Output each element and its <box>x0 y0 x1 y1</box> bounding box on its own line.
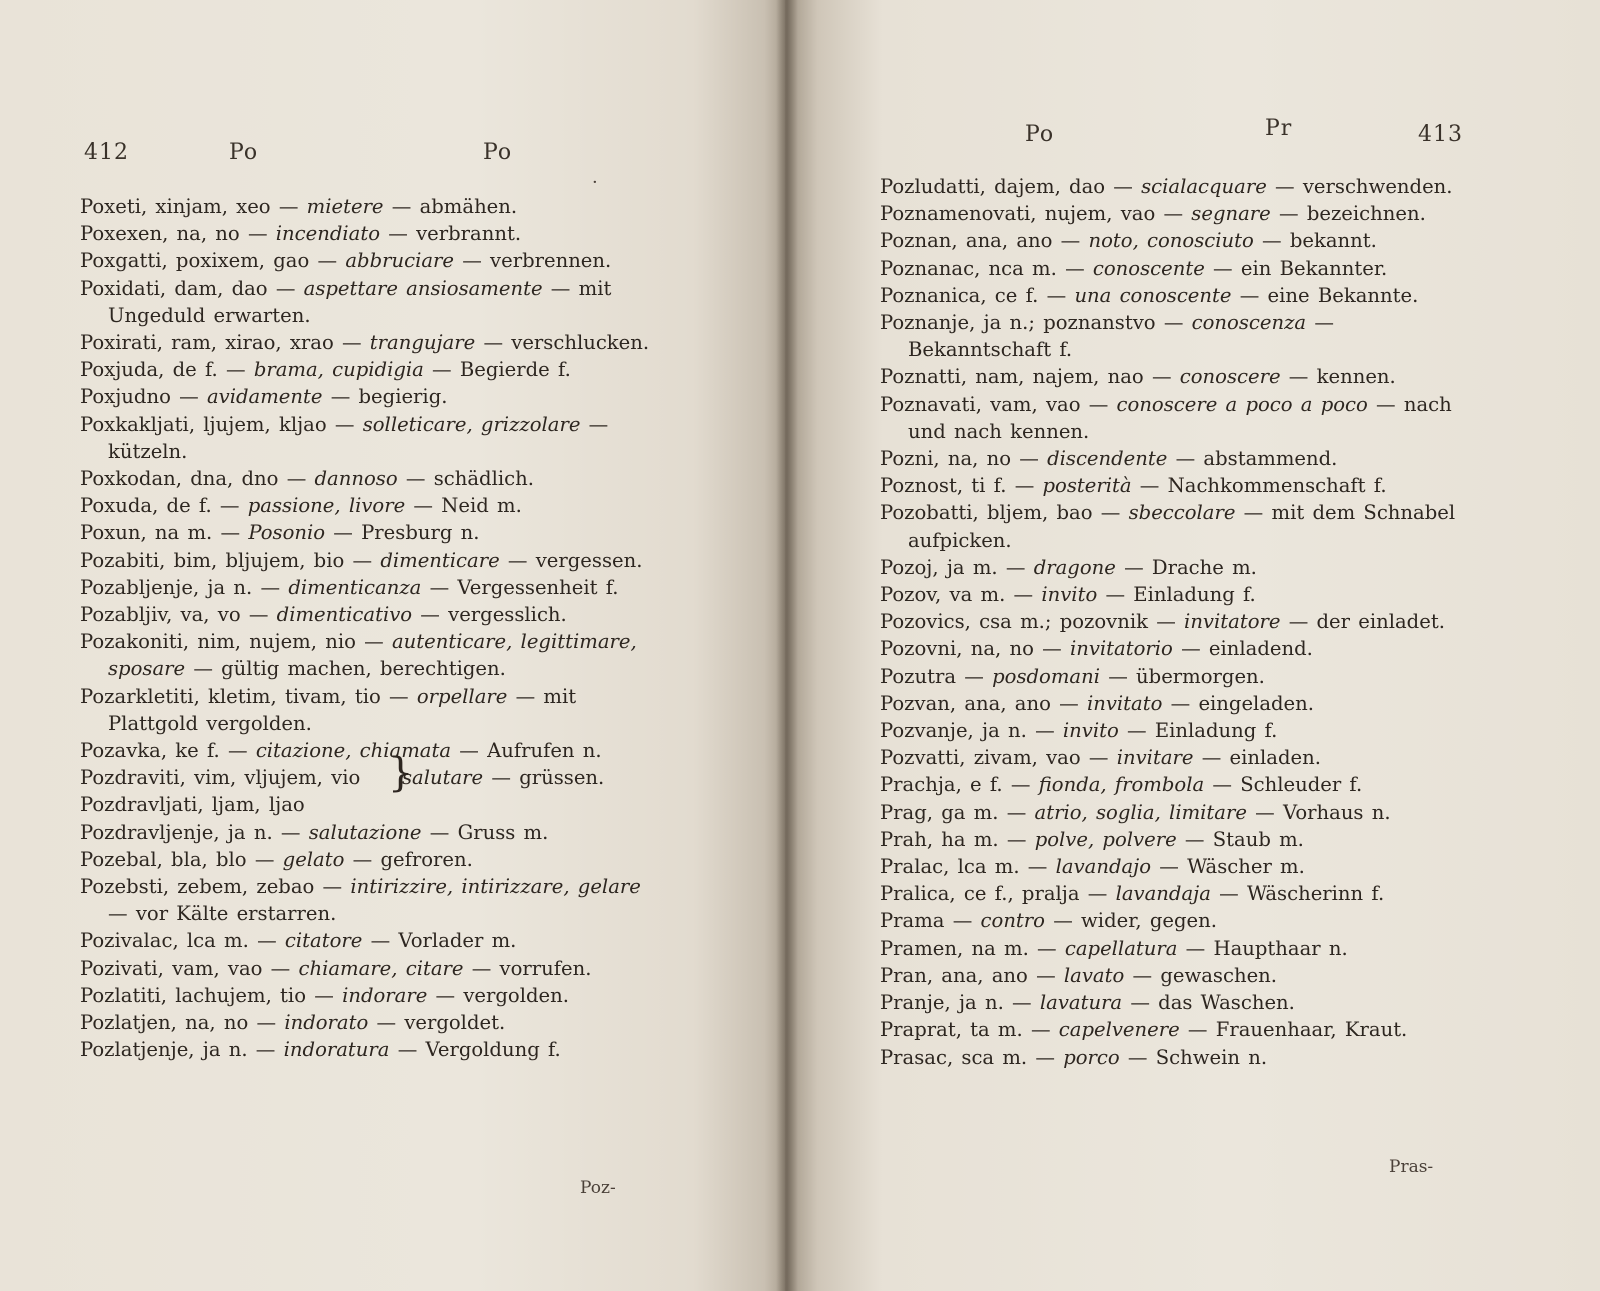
dictionary-entry <box>880 663 1465 690</box>
entry-italian: orpellare <box>416 684 508 708</box>
entry-italian: Posonio <box>248 521 326 545</box>
entry-italian: fionda, frombola <box>1038 773 1205 797</box>
entry-german: — verbrannt. <box>380 222 522 246</box>
entry-italian: sbeccolare <box>1128 501 1236 525</box>
dictionary-entry <box>80 329 660 356</box>
entry-german: — der einladet. <box>1280 610 1445 634</box>
dictionary-entry <box>880 1016 1465 1043</box>
entry-german: — Vergessenheit f. <box>421 575 619 599</box>
dictionary-entry <box>880 635 1465 662</box>
dictionary-entry <box>80 737 660 764</box>
entry-german: — einladend. <box>1172 637 1313 661</box>
right-catchword: Pras- <box>1389 1157 1434 1177</box>
dictionary-entry <box>80 846 660 873</box>
entry-headword: Poxuda, de f. — <box>80 494 248 518</box>
dictionary-entry <box>80 819 660 846</box>
entry-headword: Pozlatjen, na, no — <box>80 1011 285 1035</box>
entry-italian: contro <box>980 909 1045 933</box>
entry-italian: citatore <box>284 929 363 953</box>
left-header-right: Po <box>483 140 513 165</box>
entry-german: — verschlucken. <box>475 331 650 355</box>
entry-italian: invito <box>1062 719 1119 743</box>
entry-headword: Pozlatjenje, ja n. — <box>80 1038 284 1062</box>
entry-german: — bezeichnen. <box>1270 202 1426 226</box>
entry-italian: porco <box>1063 1045 1120 1069</box>
dictionary-entry <box>80 1036 660 1063</box>
dictionary-entry <box>880 282 1465 309</box>
dictionary-entry <box>880 744 1465 771</box>
entry-headword: Pozutra — <box>880 664 993 688</box>
entry-german: — Frauenhaar, Kraut. <box>1179 1018 1408 1042</box>
entry-german: — Presburg n. <box>325 521 480 545</box>
entry-german: — Haupthaar n. <box>1177 936 1348 960</box>
dictionary-entry <box>80 683 660 737</box>
entry-german: — Vorlader m. <box>362 929 517 953</box>
entry-italian: polve, polvere <box>1034 827 1177 851</box>
entry-italian: passione, livore <box>247 494 406 518</box>
entry-italian: mietere <box>306 195 384 218</box>
dictionary-entry <box>80 465 660 492</box>
dictionary-entry <box>80 220 660 247</box>
entry-headword: Poxgatti, poxixem, gao — <box>80 249 346 273</box>
entry-headword: Pozludatti, dajem, dao — <box>880 175 1142 198</box>
entry-german: — kützeln. <box>108 412 609 463</box>
dictionary-entry <box>80 955 660 982</box>
dictionary-entry <box>80 873 660 927</box>
entry-headword: Pozvan, ana, ano — <box>880 691 1087 715</box>
dictionary-entry <box>80 492 660 519</box>
dictionary-entry <box>80 628 660 682</box>
entry-headword: Pozdravljati, ljam, ljao <box>80 793 305 817</box>
entry-headword: Pran, ana, ano — <box>880 963 1064 987</box>
entry-italian: indorare <box>342 983 428 1007</box>
entry-headword: Prachja, e f. — <box>880 773 1039 797</box>
entry-italian: autenticare, legittimare, sposare <box>108 630 637 681</box>
entry-german: — übermorgen. <box>1100 664 1265 688</box>
entry-headword: Pranje, ja n. — <box>880 991 1040 1015</box>
brace-gloss: } salutare — grüssen. <box>388 750 605 797</box>
entry-german: — Schwein n. <box>1119 1045 1268 1069</box>
right-page-number: 413 <box>1418 122 1463 147</box>
entry-italian: segnare <box>1191 202 1271 226</box>
entry-german: — vorrufen. <box>463 956 592 980</box>
entry-headword: Poxkakljati, ljujem, kljao — <box>80 412 363 436</box>
entry-headword: Poxjuda, de f. — <box>80 358 254 382</box>
entry-headword: Pozabljiv, va, vo — <box>80 603 277 627</box>
entry-german: — Bekanntschaft f. <box>908 311 1334 362</box>
entry-german: — verschwenden. <box>1266 175 1453 198</box>
dictionary-entry <box>880 200 1465 227</box>
entry-headword: Pralac, lca m. — <box>880 855 1056 879</box>
entry-italian: incendiato <box>275 222 381 246</box>
entry-italian: scialacquare <box>1141 175 1267 198</box>
entry-german: — einladen. <box>1193 746 1321 770</box>
entry-german: — gültig machen, berechtigen. <box>185 657 506 681</box>
entry-headword: Pozvanje, ja n. — <box>880 719 1063 743</box>
entry-italian: invitare <box>1116 746 1194 770</box>
right-header-right: Pr <box>1265 116 1293 141</box>
entry-italian: abbruciare <box>345 249 454 273</box>
entry-german: — vergesslich. <box>412 603 567 627</box>
dictionary-entry <box>880 907 1465 934</box>
entry-italian: invito <box>1041 583 1098 607</box>
entry-headword: Pozobatti, bljem, bao — <box>880 501 1129 525</box>
entry-german: — Aufrufen n. <box>451 739 602 763</box>
entry-german: — Drache m. <box>1115 555 1257 579</box>
entry-german: — mit Ungeduld erwarten. <box>108 276 612 327</box>
entry-italian: dimenticanza <box>288 575 422 599</box>
right-entry-list <box>880 173 1465 1071</box>
dictionary-entry <box>880 826 1465 853</box>
left-page-number: 412 <box>84 140 129 165</box>
entry-italian: conoscere a poco a poco <box>1116 392 1368 416</box>
entry-headword: Prag, ga m. — <box>880 800 1035 824</box>
entry-german: — begierig. <box>322 385 448 409</box>
entry-german: — schädlich. <box>397 467 534 491</box>
entry-italian: solleticare, grizzolare <box>362 412 581 436</box>
dictionary-entry <box>880 363 1465 390</box>
entry-german: — kennen. <box>1280 365 1396 389</box>
entry-italian: lavandajo <box>1055 855 1152 879</box>
dictionary-entry <box>880 717 1465 744</box>
dictionary-entry <box>80 547 660 574</box>
entry-italian: trangujare <box>369 331 476 355</box>
entry-headword: Pozov, va m. — <box>880 583 1042 607</box>
entry-headword: Pozvatti, zivam, vao — <box>880 746 1117 770</box>
entry-headword: Pozovni, na, no — <box>880 637 1070 661</box>
dictionary-entry <box>80 275 660 329</box>
entry-german: — eine Bekannte. <box>1231 283 1419 307</box>
entry-headword: Poznanje, ja n.; poznanstvo — <box>880 311 1192 335</box>
entry-italian: capellatura <box>1064 936 1178 960</box>
entry-italian: conoscere <box>1179 365 1281 389</box>
dictionary-entry <box>880 499 1465 553</box>
entry-italian: lavato <box>1063 963 1125 987</box>
entry-headword: Poxjudno — <box>80 385 207 409</box>
entry-italian: indoratura <box>283 1038 390 1062</box>
brace-german: — grüssen. <box>483 766 605 790</box>
entry-german: — Gruss m. <box>421 820 549 844</box>
dictionary-entry <box>80 356 660 383</box>
dictionary-entry <box>880 799 1465 826</box>
entry-italian: gelato <box>282 847 345 871</box>
left-entry-list <box>80 193 660 1064</box>
dictionary-entry <box>880 853 1465 880</box>
entry-headword: Poznanac, nca m. — <box>880 256 1093 280</box>
dictionary-entry <box>880 472 1465 499</box>
entry-german: — verbrennen. <box>453 249 612 273</box>
dictionary-entry <box>880 989 1465 1016</box>
entry-headword: Pramen, na m. — <box>880 936 1065 960</box>
entry-headword: Poxexen, na, no — <box>80 222 276 246</box>
dictionary-entry <box>80 247 660 274</box>
entry-headword: Pozavka, ke f. — <box>80 739 256 763</box>
entry-headword: Pralica, ce f., pralja — <box>880 882 1116 906</box>
entry-headword: Praprat, ta m. — <box>880 1018 1059 1042</box>
entry-german: — bekannt. <box>1253 229 1377 253</box>
entry-italian: conoscente <box>1092 256 1205 280</box>
entry-headword: Poznamenovati, nujem, vao — <box>880 202 1192 226</box>
entry-headword: Pozebal, bla, blo — <box>80 847 283 871</box>
entry-headword: Poxidati, dam, dao — <box>80 276 304 300</box>
entry-german: — mit dem Schnabel aufpicken. <box>908 501 1456 552</box>
entry-italian: posdomani <box>992 664 1100 688</box>
entry-italian: atrio, soglia, limitare <box>1034 800 1247 824</box>
entry-german: — Schleuder f. <box>1204 773 1363 797</box>
left-header-left: Po <box>229 140 259 165</box>
entry-german: — nach und nach kennen. <box>908 392 1452 443</box>
dictionary-entry <box>880 880 1465 907</box>
entry-german: — Neid m. <box>405 494 522 518</box>
entry-italian: dimenticativo <box>276 603 413 627</box>
entry-headword: Poxun, na m. — <box>80 521 249 545</box>
entry-headword: Poxirati, ram, xirao, xrao — <box>80 331 370 355</box>
entry-german: — Einladung f. <box>1118 719 1278 743</box>
entry-italian: indorato <box>284 1011 369 1035</box>
dictionary-entry <box>880 690 1465 717</box>
dictionary-entry <box>880 445 1465 472</box>
entry-german: — ein Bekannter. <box>1204 256 1388 280</box>
dictionary-entry <box>80 791 660 818</box>
dictionary-entry <box>880 309 1465 363</box>
right-header-left: Po <box>1025 122 1055 147</box>
entry-german: — das Waschen. <box>1122 991 1295 1015</box>
entry-italian: avidamente <box>206 385 323 409</box>
entry-italian: chiamare, citare <box>298 956 464 980</box>
right-page <box>785 0 1600 1291</box>
entry-headword: Poznavati, vam, vao — <box>880 392 1117 416</box>
dictionary-entry <box>80 1009 660 1036</box>
entry-italian: lavandaja <box>1115 882 1211 906</box>
entry-german: — Wäscher m. <box>1151 855 1305 879</box>
dictionary-entry <box>80 193 660 220</box>
dictionary-entry <box>80 574 660 601</box>
entry-headword: Prama — <box>880 909 981 933</box>
dictionary-entry <box>80 411 660 465</box>
dictionary-entry <box>880 255 1465 282</box>
entry-headword: Pozoj, ja m. — <box>880 555 1034 579</box>
entry-italian: citazione, chiamata <box>255 739 452 763</box>
entry-headword: Poznanica, ce f. — <box>880 283 1075 307</box>
entry-german: — Vorhaus n. <box>1246 800 1391 824</box>
dictionary-entry <box>880 173 1465 200</box>
entry-headword: Pozdraviti, vim, vljujem, vio <box>80 766 361 790</box>
entry-german: — wider, gegen. <box>1044 909 1218 933</box>
dictionary-entry <box>880 227 1465 254</box>
entry-italian: dimenticare <box>380 548 500 572</box>
entry-german: — vergessen. <box>499 548 643 572</box>
entry-italian: discendente <box>1047 447 1168 471</box>
entry-german: — Nachkommenschaft f. <box>1131 474 1387 498</box>
entry-italian: invitatorio <box>1069 637 1173 661</box>
dictionary-entry <box>80 519 660 546</box>
entry-italian: salutazione <box>308 820 422 844</box>
entry-italian: noto, conosciuto <box>1088 229 1254 253</box>
entry-headword: Pozni, na, no — <box>880 447 1048 471</box>
entry-headword: Prah, ha m. — <box>880 827 1035 851</box>
entry-german: — vor Kälte erstarren. <box>108 902 337 926</box>
entry-italian: conoscenza <box>1191 311 1307 335</box>
dictionary-entry <box>880 1044 1465 1071</box>
dictionary-entry <box>880 554 1465 581</box>
entry-german: — Begierde f. <box>423 358 571 382</box>
entry-german: — gefroren. <box>344 847 473 871</box>
entry-italian: invitatore <box>1184 610 1281 634</box>
entry-italian: dannoso <box>314 467 398 491</box>
dictionary-entry <box>880 581 1465 608</box>
entry-headword: Pozabiti, bim, bljujem, bio — <box>80 548 381 572</box>
entry-german: — vergolden. <box>427 983 569 1007</box>
entry-italian: invitato <box>1086 691 1163 715</box>
entry-headword: Pozdravljenje, ja n. — <box>80 820 309 844</box>
entry-headword: Poznost, ti f. — <box>880 474 1043 498</box>
entry-headword: Poznan, ana, ano — <box>880 229 1089 253</box>
entry-german: — mit Plattgold vergolden. <box>108 684 577 735</box>
left-page <box>0 0 788 1291</box>
entry-german: — gewaschen. <box>1124 963 1278 987</box>
entry-headword: Pozovics, csa m.; pozovnik — <box>880 610 1185 634</box>
entry-german: — Staub m. <box>1176 827 1304 851</box>
dictionary-entry <box>880 962 1465 989</box>
entry-headword: Pozivati, vam, vao — <box>80 956 299 980</box>
entry-german: — Wäscherinn f. <box>1210 882 1385 906</box>
entry-headword: Pozakoniti, nim, nujem, nio — <box>80 630 392 654</box>
entry-headword: Poxeti, xinjam, xeo — <box>80 195 307 218</box>
entry-italian: dragone <box>1033 555 1116 579</box>
book-gutter <box>776 0 798 1291</box>
ink-mark: · <box>592 172 598 193</box>
entry-german: — abmähen. <box>383 195 518 218</box>
entry-italian: intirizzire, intirizzare, gelare <box>350 875 641 899</box>
entry-german: — eingeladen. <box>1162 691 1314 715</box>
left-catchword: Poz- <box>580 1178 616 1198</box>
entry-german: — abstammend. <box>1167 447 1338 471</box>
dictionary-entry <box>80 982 660 1009</box>
entry-italian: posterità <box>1042 474 1132 498</box>
dictionary-entry <box>880 935 1465 962</box>
entry-headword: Pozebsti, zebem, zebao — <box>80 875 351 899</box>
entry-german: — Einladung f. <box>1097 583 1256 607</box>
entry-german: — Vergoldung f. <box>389 1038 561 1062</box>
entry-italian: brama, cupidigia <box>253 358 424 382</box>
dictionary-entry <box>80 601 660 628</box>
entry-headword: Pozlatiti, lachujem, tio — <box>80 983 343 1007</box>
entry-headword: Poxkodan, dna, dno — <box>80 467 315 491</box>
entry-italian: lavatura <box>1039 991 1123 1015</box>
entry-italian: capelvenere <box>1058 1018 1180 1042</box>
entry-german: — vergoldet. <box>368 1011 506 1035</box>
dictionary-entry <box>80 927 660 954</box>
dictionary-entry <box>880 391 1465 445</box>
entry-headword: Pozivalac, lca m. — <box>80 929 285 953</box>
entry-headword: Pozarkletiti, kletim, tivam, tio — <box>80 684 417 708</box>
brace-italian: salutare <box>402 766 484 790</box>
entry-italian: aspettare ansiosamente <box>303 276 543 300</box>
dictionary-entry <box>80 383 660 410</box>
dictionary-entry <box>880 771 1465 798</box>
entry-italian: una conoscente <box>1074 283 1232 307</box>
dictionary-entry <box>880 608 1465 635</box>
entry-headword: Prasac, sca m. — <box>880 1045 1064 1069</box>
entry-headword: Poznatti, nam, najem, nao — <box>880 365 1180 389</box>
entry-headword: Pozabljenje, ja n. — <box>80 575 289 599</box>
